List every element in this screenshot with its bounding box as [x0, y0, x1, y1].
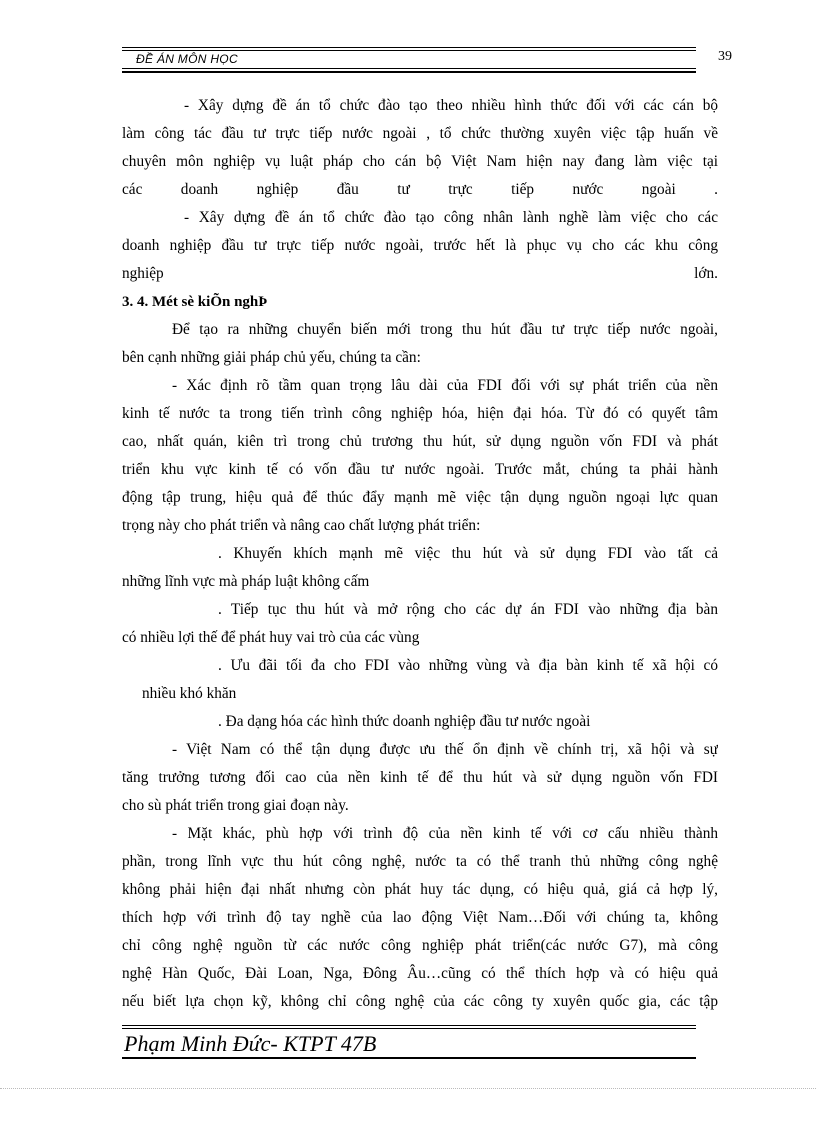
footer-rule-top-inner [122, 1028, 696, 1029]
text-line: làm công tác đầu tư trực tiếp nước ngoài , tổ chức thường xuyên việc tập huấn về [122, 125, 718, 142]
header-title: ĐỀ ÁN MÔN HỌC [136, 52, 238, 66]
text-line: - Mặt khác, phù hợp với trình độ của nền kinh tế với cơ cấu nhiều thành [172, 825, 718, 842]
text-line: - Xác định rõ tầm quan trọng lâu dài của FDI đối với sự phát triển của nền [172, 377, 718, 394]
footer-rule-top [122, 1025, 696, 1026]
text-line: nếu biết lựa chọn kỹ, không chỉ công nghệ của các công ty xuyên quốc gia, các tập [122, 993, 718, 1010]
list-item: . Tiếp tục thu hút và mở rộng cho các dự án FDI vào những địa bàn [218, 601, 718, 618]
text-line: Để tạo ra những chuyển biến mới trong thu hút đầu tư trực tiếp nước ngoài, [172, 321, 718, 338]
text-line: phần, trong lĩnh vực thu hút công nghệ, nước ta có thể tranh thủ những công nghệ [122, 853, 718, 870]
text-line: - Xây dựng đề án tổ chức đào tạo công nhân lành nghề làm việc cho các [184, 209, 718, 226]
header-rule-top [122, 47, 696, 48]
list-item-continuation: có nhiều lợi thế để phát huy vai trò của các vùng [122, 629, 420, 646]
text-line: nghiệp lớn. [122, 265, 718, 282]
text-line: chuyên môn nghiệp vụ luật pháp cho cán bộ Việt Nam hiện nay đang làm việc tại [122, 153, 718, 170]
text-line: bên cạnh những giải pháp chủ yếu, chúng ta cần: [122, 349, 421, 366]
text-line: trọng này cho phát triển và nâng cao chất lượng phát triển: [122, 517, 481, 534]
page-break-line [0, 1088, 816, 1089]
header-rule-top-inner [122, 50, 696, 51]
body-text [122, 92, 718, 1016]
footer-rule-bottom [122, 1057, 696, 1059]
footer-author: Phạm Minh Đức- KTPT 47B [124, 1031, 377, 1056]
text-line: cho sù phát triển trong giai đoạn này. [122, 797, 349, 814]
text-line: chỉ công nghệ nguồn từ các nước công nghiệp phát triển(các nước G7), mà công [122, 937, 718, 954]
text-line: thích hợp với trình độ tay nghề của lao động Việt Nam…Đối với chúng ta, không [122, 909, 718, 926]
list-item-continuation: những lĩnh vực mà pháp luật không cấm [122, 573, 370, 590]
text-line: tăng trưởng tương đối cao của nền kinh tế để thu hút và sử dụng nguồn vốn FDI [122, 769, 718, 786]
text-line: không phải hiện đại nhất nhưng còn phát huy tác dụng, có hiệu quả, giá cả hợp lý, [122, 881, 718, 898]
header-rule-bottom-thick [122, 71, 696, 73]
text-line: động tập trung, hiệu quả để thúc đẩy mạnh mẽ việc tận dụng nguồn ngoại lực quan [122, 489, 718, 506]
text-line: - Việt Nam có thể tận dụng được ưu thế ổn định về chính trị, xã hội và sự [172, 741, 718, 758]
list-item: . Khuyến khích mạnh mẽ việc thu hút và sử dụng FDI vào tất cả [218, 545, 718, 562]
list-item: . Đa dạng hóa các hình thức doanh nghiệp đầu tư nước ngoài [218, 713, 591, 730]
text-line: kinh tế nước ta trong tiến trình công nghiệp hóa, hiện đại hóa. Từ đó có quyết tâm [122, 405, 718, 422]
text-line: nghệ Hàn Quốc, Đài Loan, Nga, Đông Âu…cũng có thể thích hợp và có hiệu quả [122, 965, 718, 982]
list-item-continuation: nhiều khó khăn [142, 685, 237, 702]
header-rule-bottom [122, 68, 696, 69]
text-line: các doanh nghiệp đầu tư trực tiếp nước ngoài . [122, 181, 718, 198]
text-line: - Xây dựng đề án tổ chức đào tạo theo nhiều hình thức đối với các cán bộ [184, 97, 718, 114]
page-number: 39 [718, 49, 732, 64]
section-heading: 3. 4. Mét sè kiÕn nghÞ [122, 294, 268, 310]
text-line: cao, nhất quán, kiên trì trong chủ trương thu hút, sử dụng nguồn vốn FDI và phát [122, 433, 718, 450]
text-line: doanh nghiệp đầu tư trực tiếp nước ngoài, trước hết là phục vụ cho các khu công [122, 237, 718, 254]
text-line: triển khu vực kinh tế có vốn đầu tư nước ngoài. Trước mắt, chúng ta phải hành [122, 461, 718, 478]
list-item: . Ưu đãi tối đa cho FDI vào những vùng và địa bàn kinh tế xã hội có [218, 657, 718, 674]
